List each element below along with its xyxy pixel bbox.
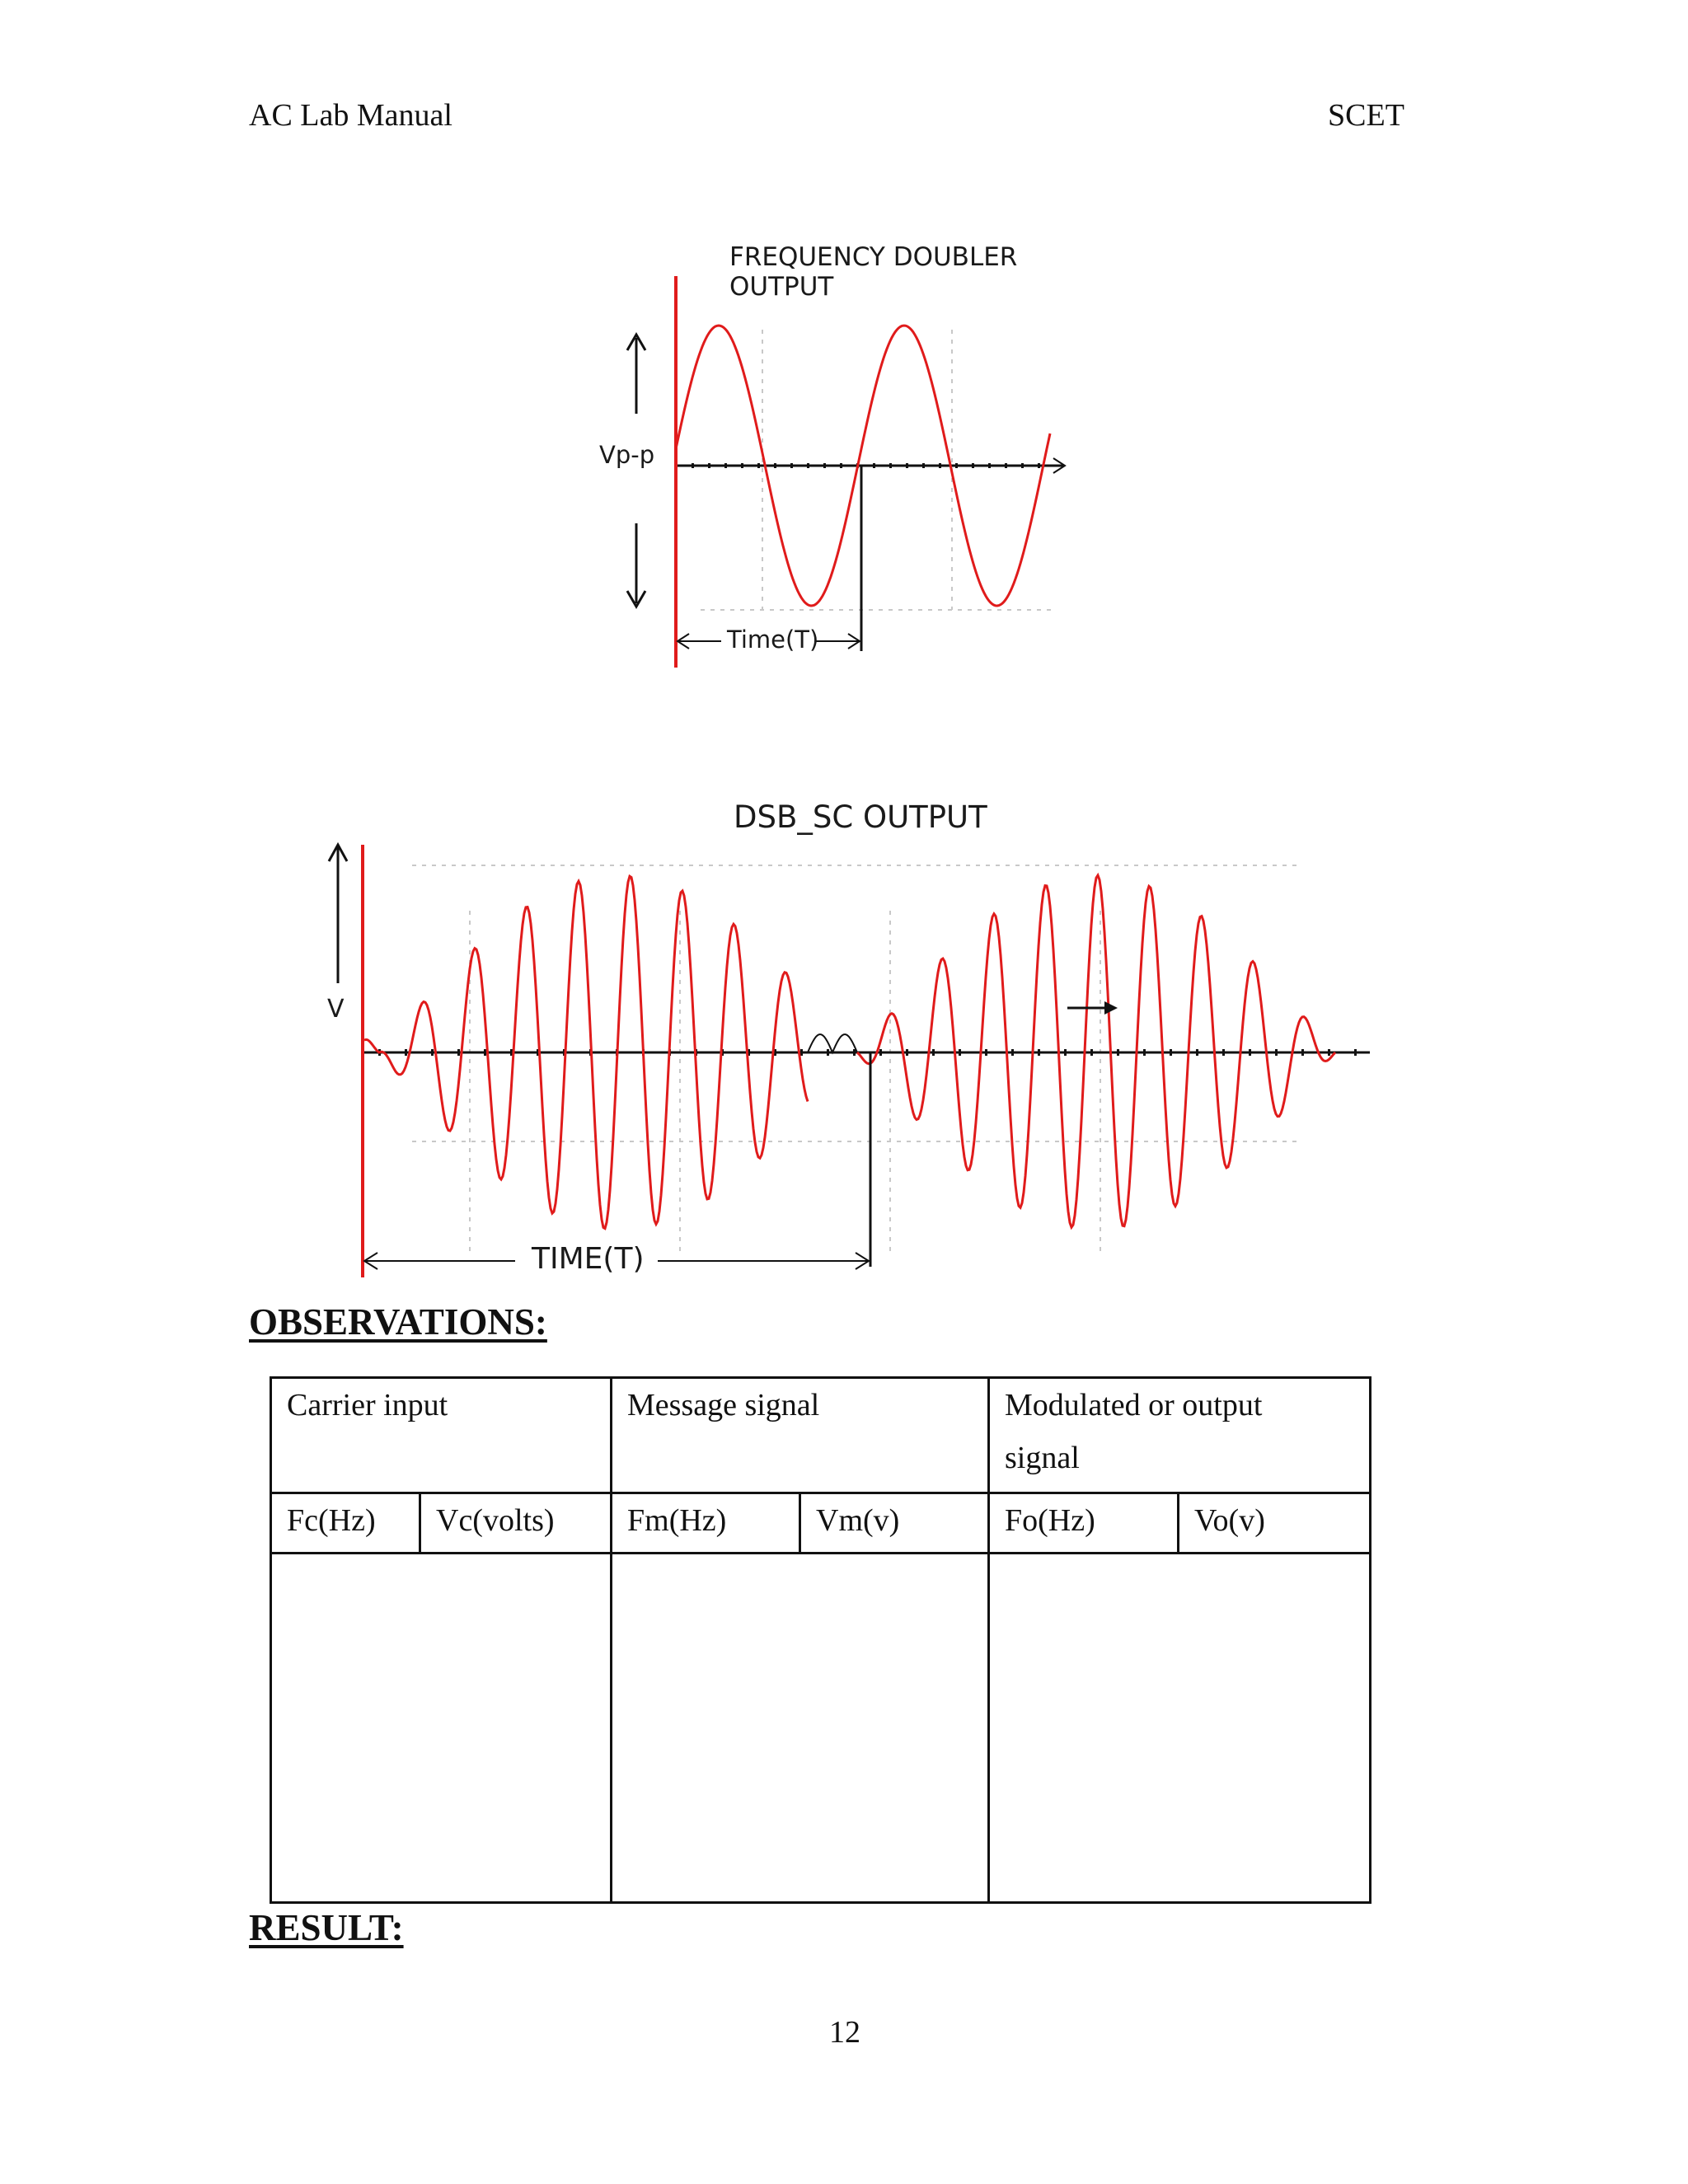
x-axis-tick <box>457 1049 460 1056</box>
x-axis-tick <box>1038 463 1040 468</box>
dsbsc-x-label: TIME(T) <box>532 1242 645 1276</box>
header-manual-title: AC Lab Manual <box>249 98 452 133</box>
message-signal-header: Message signal <box>612 1378 989 1493</box>
vc-column-header: Vc(volts) <box>420 1493 612 1554</box>
x-axis-tick <box>922 463 925 468</box>
x-axis-tick <box>823 463 826 468</box>
dsbsc-y-label: V <box>327 995 345 1024</box>
fo-column-header: Fo(Hz) <box>989 1493 1179 1554</box>
x-axis-tick <box>939 463 941 468</box>
vo-column-header: Vo(v) <box>1179 1493 1371 1554</box>
doubler-title-line2: OUTPUT <box>729 272 834 302</box>
x-axis-tick <box>879 1049 882 1056</box>
doubler-title-line1: FREQUENCY DOUBLER <box>729 242 1018 272</box>
x-axis-tick <box>708 463 710 468</box>
x-axis-tick <box>405 1049 407 1056</box>
x-axis-tick <box>1196 1049 1198 1056</box>
grid-lines <box>412 865 1302 1257</box>
x-axis-tick <box>1354 1049 1357 1056</box>
carrier-input-cell <box>271 1554 612 1903</box>
x-axis-tick <box>1301 1049 1304 1056</box>
frequency-doubler-figure <box>577 231 1088 676</box>
vm-column-header: Vm(v) <box>800 1493 989 1554</box>
modulated-output-header <box>989 1378 1371 1493</box>
page-number: 12 <box>829 2015 860 2050</box>
x-axis-tick <box>1143 1049 1146 1056</box>
table-column-header-row <box>271 1493 1371 1554</box>
dsbsc-figure <box>313 795 1376 1290</box>
x-axis-tick <box>1117 1049 1119 1056</box>
x-axis-tick <box>431 1049 434 1056</box>
x-axis-tick <box>800 1049 803 1056</box>
x-axis-tick <box>1275 1049 1278 1056</box>
x-axis-tick <box>1038 1049 1040 1056</box>
x-axis-tick <box>1170 1049 1172 1056</box>
x-axis-tick <box>1064 1049 1067 1056</box>
fm-column-header: Fm(Hz) <box>612 1493 800 1554</box>
x-axis-tick <box>790 463 793 468</box>
x-axis-tick <box>1090 1049 1093 1056</box>
x-axis-tick <box>692 463 694 468</box>
modulated-output-cell <box>989 1554 1371 1903</box>
table-data-row <box>271 1554 1371 1903</box>
x-axis-tick <box>724 463 727 468</box>
x-axis-tick <box>889 463 892 468</box>
result-heading: RESULT: <box>249 1907 404 1948</box>
modulated-header-line2: signal <box>1005 1441 1080 1475</box>
x-axis-tick <box>807 463 809 468</box>
x-axis-tick <box>757 463 760 468</box>
x-axis-tick <box>873 463 875 468</box>
doubler-x-label: Time(T) <box>727 626 819 654</box>
x-axis-tick <box>955 463 958 468</box>
x-axis-tick <box>1021 463 1024 468</box>
x-axis-tick <box>906 463 908 468</box>
x-axis-tick <box>774 463 776 468</box>
right-arrow-icon <box>1104 1001 1118 1015</box>
x-axis-tick <box>959 1049 961 1056</box>
dsbsc-plot <box>313 795 1376 1290</box>
x-axis-tick <box>484 1049 486 1056</box>
x-axis-tick <box>853 1049 856 1056</box>
dsbsc-phase-reversal <box>808 1034 857 1052</box>
x-axis-tick <box>1005 463 1007 468</box>
fc-column-header: Fc(Hz) <box>271 1493 420 1554</box>
grid-lines <box>701 330 1055 610</box>
observations-heading: OBSERVATIONS: <box>249 1301 547 1343</box>
dsbsc-title: DSB_SC OUTPUT <box>734 799 987 835</box>
x-axis-tick <box>827 1049 829 1056</box>
message-signal-cell <box>612 1554 989 1903</box>
table-group-header-row <box>271 1378 1371 1493</box>
x-axis-tick <box>972 463 974 468</box>
header-institution: SCET <box>1328 98 1404 133</box>
x-axis-tick <box>906 1049 908 1056</box>
x-axis-tick <box>840 463 842 468</box>
x-axis-tick <box>1222 1049 1225 1056</box>
observations-table <box>270 1376 1372 1904</box>
x-axis-tick <box>1011 1049 1014 1056</box>
x-axis-tick <box>1249 1049 1251 1056</box>
x-axis-tick <box>741 463 743 468</box>
x-axis-tick <box>1328 1049 1330 1056</box>
doubler-y-label: Vp-p <box>599 441 655 469</box>
x-axis-tick <box>985 1049 987 1056</box>
x-axis-tick <box>932 1049 935 1056</box>
carrier-input-header: Carrier input <box>271 1378 612 1493</box>
x-axis-tick <box>988 463 991 468</box>
modulated-header-line1: Modulated or output <box>1005 1388 1263 1422</box>
